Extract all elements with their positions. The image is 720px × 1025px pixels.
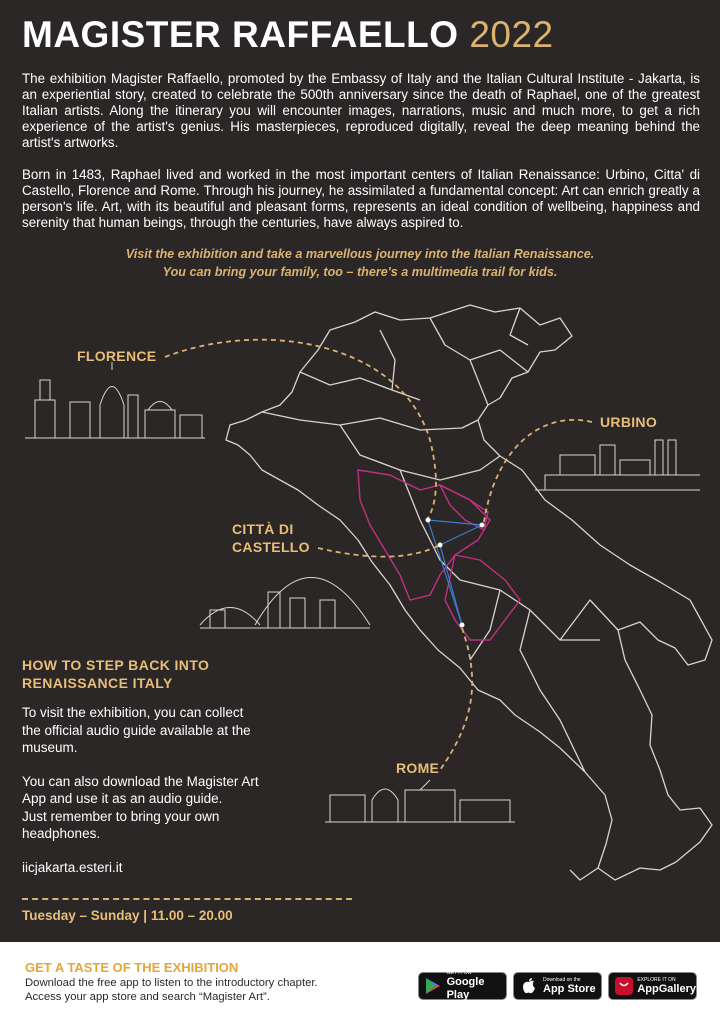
google-play-icon [423, 975, 444, 997]
rome-skyline [325, 780, 515, 822]
tagline [0, 245, 720, 281]
city-label-castello-2: CASTELLO [232, 539, 310, 555]
footer-line-2: Access your app store and search “Magister Art”. [25, 991, 270, 1003]
city-label-florence: FLORENCE [77, 348, 157, 364]
tagline-line-1: Visit the exhibition and take a marvellous journey into the Italian Renaissance. [125, 247, 595, 261]
urbino-skyline [535, 440, 700, 490]
app-store-button[interactable] [513, 972, 602, 1000]
dashed-divider [22, 898, 352, 900]
city-label-urbino: URBINO [600, 414, 658, 430]
google-play-label: Google Play [446, 976, 485, 1001]
intro-paragraph-1: The exhibition Magister Raffaello, promoted by the Embassy of Italy and the Italian Cultural Institute - Jakarta, is an experiential story, created to celebrate the 500th anniversary since the death of Raphael, one of the greatest Italian artists. Along the itinerary you will encounter images, narrations, music and much more, to get a rich experience of the artist's genius. His masterpieces, reproduced digitally, reveal the deep meaning behind the artist's artworks. [22, 71, 700, 150]
title-year: 2022 [469, 14, 554, 55]
footer-line-1: Download the free app to listen to the introductory chapter. [25, 977, 318, 989]
footer-title: GET A TASTE OF THE EXHIBITION [25, 960, 239, 975]
footer-banner [0, 942, 720, 1025]
opening-hours: Tuesday – Sunday | 11.00 – 20.00 [22, 908, 233, 923]
page-title [22, 14, 554, 56]
castello-skyline [200, 578, 370, 629]
howto-paragraph-1: To visit the exhibition, you can collect the official audio guide available at the museum. [22, 705, 251, 755]
intro-paragraph-2: Born in 1483, Raphael lived and worked in the most important centers of Italian Renaissance: Urbino, Citta' di Castello, Florence and Rome. Through his journey, he assimilated a fundamental concept: Art can enrich greatly a person's life. Art, with its beautiful and pleasant forms, represents an ideal condition of wellbeing, happiness and serenity that human beings, through the centuries, have always aspired to. [22, 167, 700, 230]
google-play-button[interactable] [418, 972, 507, 1000]
app-gallery-small: EXPLORE IT ON [637, 976, 676, 983]
howto-heading: HOW TO STEP BACK INTO RENAISSANCE ITALY [22, 657, 210, 691]
city-label-castello-1: CITTÀ DI [232, 521, 294, 537]
title-main: MAGISTER RAFFAELLO [22, 14, 459, 55]
howto-section [22, 656, 312, 892]
app-gallery-button[interactable] [608, 972, 697, 1000]
apple-icon [518, 975, 540, 997]
huawei-icon [613, 975, 634, 997]
tagline-line-2: You can bring your family, too – there's a multimedia trail for kids. [162, 265, 558, 279]
google-play-small: GET IT ON [446, 970, 472, 976]
city-label-rome: ROME [396, 760, 440, 776]
howto-paragraph-2: You can also download the Magister Art App and use it as an audio guide. Just remember to bring your own headphones. [22, 773, 259, 841]
route-lines [428, 520, 482, 625]
website-link[interactable]: iicjakarta.esteri.it [22, 859, 123, 875]
city-dots [426, 518, 485, 628]
app-store-label: App Store [543, 982, 596, 995]
app-store-small: Download on the [543, 976, 581, 983]
florence-skyline [25, 362, 205, 438]
intro-text [22, 71, 700, 247]
app-gallery-label: AppGallery [637, 982, 696, 995]
footer-text [25, 976, 405, 1004]
